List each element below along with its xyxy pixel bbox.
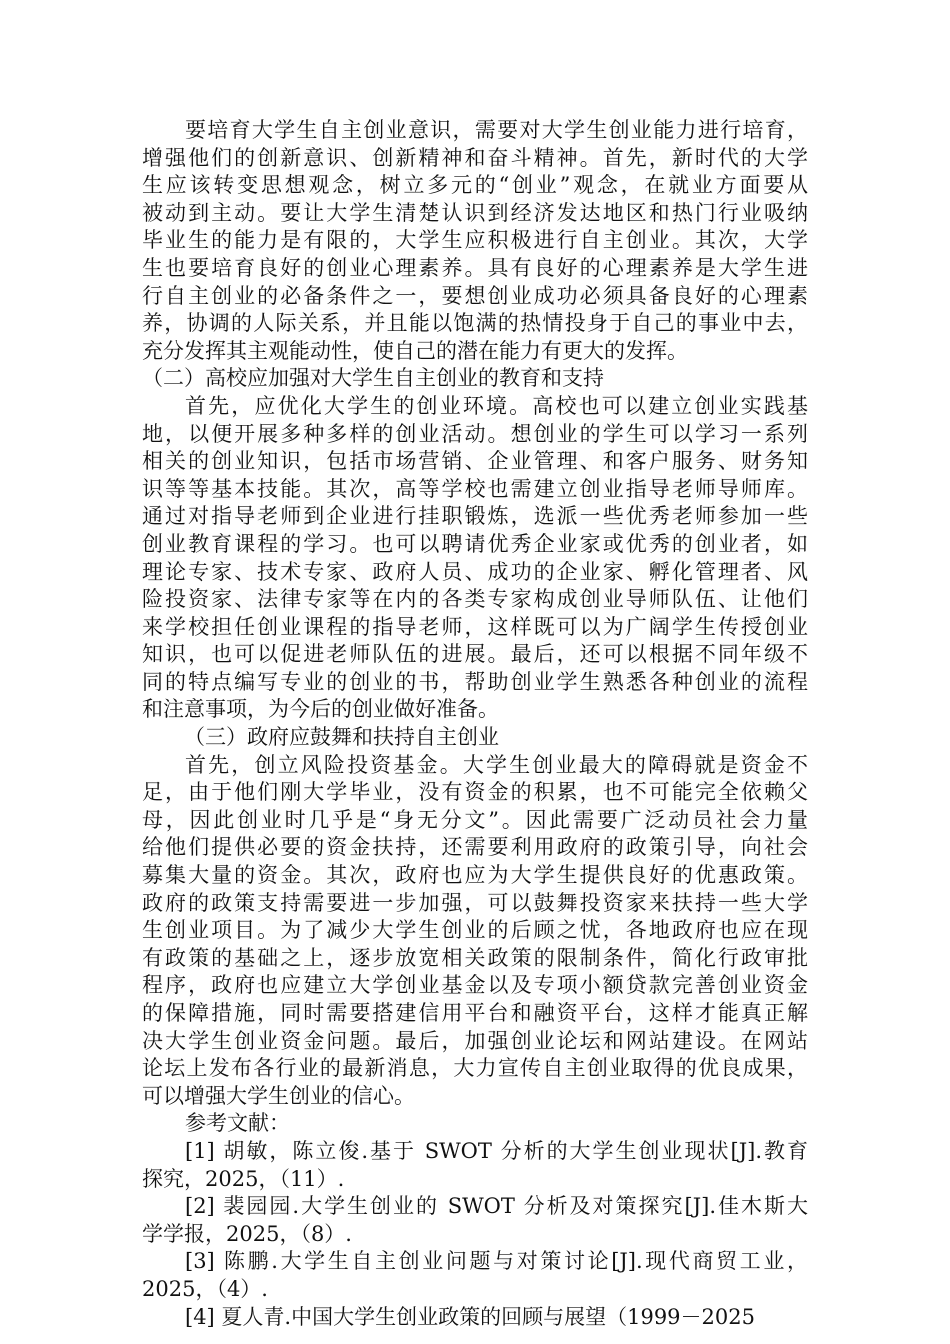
text-line: 来学校担任创业课程的指导老师，这样既可以为广阔学生传授创业	[142, 614, 808, 639]
text-line: 通过对指导老师到企业进行挂职锻炼，选派一些优秀老师参加一些	[142, 504, 808, 529]
text-line: 理论专家、技术专家、政府人员、成功的企业家、孵化管理者、风	[142, 559, 808, 584]
text-line: 被动到主动。要让大学生清楚认识到经济发达地区和热门行业吸纳	[142, 200, 808, 225]
paragraph-university-support	[142, 393, 808, 724]
text-line: 论坛上发布各行业的最新消息，大力宣传自主创业取得的优良成果，	[142, 1056, 808, 1081]
section-heading-universities: （二）高校应加强对大学生自主创业的教育和支持	[142, 366, 604, 391]
reference-line: [3] 陈鹏.大学生自主创业问题与对策讨论[J].现代商贸工业，	[185, 1249, 808, 1274]
reference-line: [4] 夏人青.中国大学生创业政策的回顾与展望（1999－2025	[185, 1304, 755, 1329]
section-heading-government: （三）政府应鼓舞和扶持自主创业	[184, 725, 499, 750]
text-line: 生应该转变思想观念，树立多元的“创业”观念，在就业方面要从	[142, 173, 808, 198]
references-list	[142, 1138, 808, 1331]
text-line: 同的特点编写专业的创业的书，帮助创业学生熟悉各种创业的流程	[142, 669, 808, 694]
reference-line: 2025，（4）.	[142, 1276, 268, 1301]
text-line: 知识，也可以促进老师队伍的进展。最后，还可以根据不同年级不	[142, 642, 808, 667]
reference-line: 学学报，2025，（8）.	[142, 1221, 352, 1246]
paragraph-government-support	[142, 752, 808, 1111]
text-line: 有政策的基础之上，逐步放宽相关政策的限制条件，简化行政审批	[142, 945, 808, 970]
text-line: 决大学生创业资金问题。最后，加强创业论坛和网站建设。在网站	[142, 1028, 808, 1053]
text-line: 和注意事项，为今后的创业做好准备。	[142, 697, 499, 722]
text-line: 可以增强大学生创业的信心。	[142, 1083, 415, 1108]
text-line: 首先，创立风险投资基金。大学生创业最大的障碍就是资金不	[185, 752, 808, 777]
text-line: 生创业项目。为了减少大学生创业的后顾之忧，各地政府也应在现	[142, 918, 808, 943]
text-line: 要培育大学生自主创业意识，需要对大学生创业能力进行培育，	[185, 118, 808, 142]
text-line: 地，以便开展多种多样的创业活动。想创业的学生可以学习一系列	[142, 421, 808, 446]
reference-item	[142, 1138, 808, 1193]
text-line: 毕业生的能力是有限的，大学生应积极进行自主创业。其次，大学	[142, 228, 808, 253]
reference-item	[142, 1193, 808, 1248]
text-line: 募集大量的资金。其次，政府也应为大学生提供良好的优惠政策。	[142, 863, 808, 888]
text-line: 创业教育课程的学习。也可以聘请优秀企业家或优秀的创业者，如	[142, 531, 808, 556]
text-line: 增强他们的创新意识、创新精神和奋斗精神。首先，新时代的大学	[142, 145, 808, 170]
reference-item	[142, 1248, 808, 1303]
references-title: 参考文献：	[185, 1111, 290, 1136]
text-line: 首先，应优化大学生的创业环境。高校也可以建立创业实践基	[185, 393, 808, 418]
document-page	[142, 117, 808, 1331]
reference-line: 探究，2025，（11）.	[142, 1166, 345, 1191]
text-line: 的保障措施，同时需要搭建信用平台和融资平台，这样才能真正解	[142, 1001, 808, 1025]
text-line: 程序，政府也应建立大学创业基金以及专项小额贷款完善创业资金	[142, 973, 808, 998]
reference-line: [2] 裴园园.大学生创业的 SWOT 分析及对策探究[J].佳木斯大	[185, 1194, 808, 1219]
text-line: 相关的创业知识，包括市场营销、企业管理、和客户服务、财务知	[142, 449, 808, 474]
text-line: 给他们提供必要的资金扶持，还需要利用政府的政策引导，向社会	[142, 835, 808, 860]
paragraph-student-awareness	[142, 117, 808, 365]
text-line: 母，因此创业时几乎是“身无分文”。因此需要广泛动员社会力量	[142, 807, 808, 832]
text-line: 政府的政策支持需要进一步加强，可以鼓舞投资家来扶持一些大学	[142, 890, 808, 915]
text-line: 行自主创业的必备条件之一，要想创业成功必须具备良好的心理素	[142, 283, 808, 308]
text-line: 足，由于他们刚大学毕业，没有资金的积累，也不可能完全依赖父	[142, 780, 808, 805]
reference-item	[142, 1304, 808, 1332]
text-line: 充分发挥其主观能动性，使自己的潜在能力有更大的发挥。	[142, 338, 688, 363]
text-line: 生也要培育良好的创业心理素养。具有良好的心理素养是大学生进	[142, 255, 808, 280]
text-line: 识等等基本技能。其次，高等学校也需建立创业指导老师导师库。	[142, 476, 808, 501]
text-line: 险投资家、法律专家等在内的各类专家构成创业导师队伍、让他们	[142, 587, 808, 612]
text-line: 养，协调的人际关系，并且能以饱满的热情投身于自己的事业中去，	[142, 311, 808, 336]
reference-line: [1] 胡敏，陈立俊.基于 SWOT 分析的大学生创业现状[J].教育	[185, 1138, 808, 1163]
